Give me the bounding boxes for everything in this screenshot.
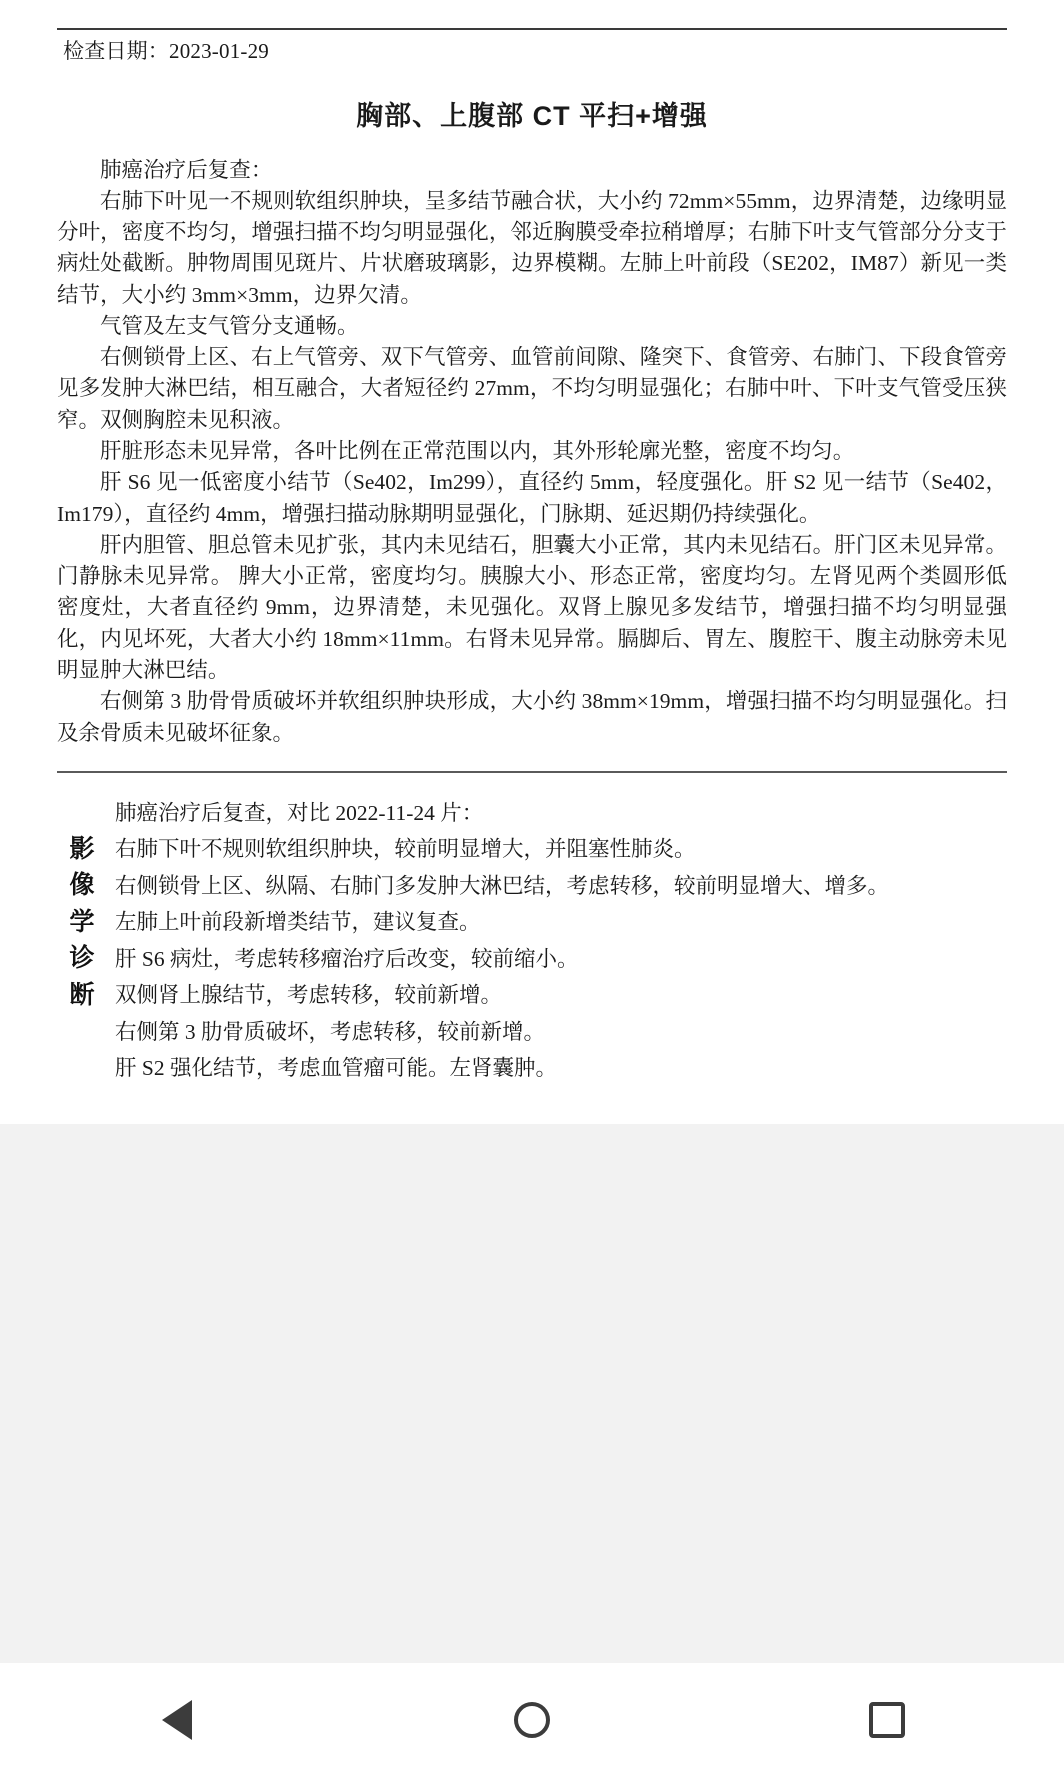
diagnosis-line: 右肺下叶不规则软组织肿块，较前明显增大，并阻塞性肺炎。 — [115, 837, 696, 862]
page-backdrop — [0, 1124, 1064, 1663]
diagnosis-line: 肺癌治疗后复查，对比 2022-11-24 片： — [115, 800, 484, 825]
recents-square-icon — [869, 1702, 905, 1738]
findings-section — [57, 155, 1007, 749]
diagnosis-section — [57, 795, 1007, 1087]
diagnosis-line: 右侧第 3 肋骨质破坏，考虑转移，较前新增。 — [115, 1019, 546, 1044]
nav-home-button[interactable] — [457, 1663, 607, 1776]
findings-paragraph: 右肺下叶见一不规则软组织肿块，呈多结节融合状，大小约 72mm×55mm，边界清楚，边缘明显分叶，密度不均匀，增强扫描不均匀明显强化，邻近胸膜受牵拉稍增厚；右肺下叶支气管部分分支于病灶处截断。肿物周围见斑片、片状磨玻璃影，边界模糊。左肺上叶前段（SE202，IM87）新见一类结节，大小约 3mm×3mm，边界欠清。 — [57, 188, 1007, 307]
diagnosis-line: 双侧肾上腺结节，考虑转移，较前新增。 — [115, 983, 503, 1008]
diagnosis-line: 右侧锁骨上区、纵隔、右肺门多发肿大淋巴结，考虑转移，较前明显增大、增多。 — [115, 873, 890, 898]
diagnosis-text — [105, 795, 1007, 1087]
home-circle-icon — [514, 1702, 550, 1738]
diagnosis-label-char: 学 — [69, 907, 95, 936]
page-title: 胸部、上腹部 CT 平扫+增强 — [356, 100, 708, 131]
findings-paragraph: 气管及左支气管分支通畅。 — [100, 313, 359, 338]
section-divider — [57, 771, 1007, 773]
diagnosis-label-char: 断 — [69, 980, 95, 1009]
findings-paragraph: 肝脏形态未见异常，各叶比例在正常范围以内，其外形轮廓光整，密度不均匀。 — [100, 439, 855, 464]
findings-paragraph: 右侧第 3 肋骨骨质破坏并软组织肿块形成，大小约 38mm×19mm，增强扫描不均匀明显强化。扫及余骨质未见破坏征象。 — [57, 689, 1007, 745]
diagnosis-line: 左肺上叶前段新增类结节，建议复查。 — [115, 910, 481, 935]
findings-paragraph: 右侧锁骨上区、右上气管旁、双下气管旁、血管前间隙、隆突下、食管旁、右肺门、下段食管旁见多发肿大淋巴结，相互融合，大者短径约 27mm，不均匀明显强化；右肺中叶、下叶支气管受压狭窄。双侧胸腔未见积液。 — [57, 345, 1007, 432]
diagnosis-label-char: 诊 — [69, 944, 95, 973]
nav-recents-button[interactable] — [812, 1663, 962, 1776]
findings-paragraph: 肝 S6 见一低密度小结节（Se402，Im299），直径约 5mm，轻度强化。肝 S2 见一结节（Se402，Im179），直径约 4mm，增强扫描动脉期明显强化，门脉期、延迟期仍持续强化。 — [57, 470, 1007, 526]
nav-back-button[interactable] — [102, 1663, 252, 1776]
diagnosis-vertical-label — [59, 795, 105, 1014]
findings-paragraph: 肝内胆管、胆总管未见扩张，其内未见结石，胆囊大小正常，其内未见结石。肝门区未见异常。门静脉未见异常。 脾大小正常，密度均匀。胰腺大小、形态正常，密度均匀。左肾见两个类圆形低密度灶，大者直径约 9mm，边界清楚，未见强化。双肾上腺见多发结节，增强扫描不均匀明显强化，内见坏死，大者大小约 18mm×11mm。右肾未见异常。膈脚后、胃左、腹腔干、腹主动脉旁未见明显肿大淋巴结。 — [57, 532, 1007, 682]
diagnosis-label-char: 影 — [69, 834, 95, 863]
android-navigation-bar — [0, 1663, 1064, 1776]
diagnosis-label-char: 像 — [69, 871, 95, 900]
back-triangle-icon — [162, 1700, 192, 1740]
findings-paragraph: 肺癌治疗后复查： — [100, 157, 273, 182]
report-content — [0, 28, 1064, 1312]
diagnosis-line: 肝 S2 强化结节，考虑血管瘤可能。左肾囊肿。 — [115, 1056, 557, 1081]
diagnosis-line: 肝 S6 病灶，考虑转移瘤治疗后改变，较前缩小。 — [115, 946, 579, 971]
exam-date: 检查日期：2023-01-29 — [63, 39, 269, 63]
